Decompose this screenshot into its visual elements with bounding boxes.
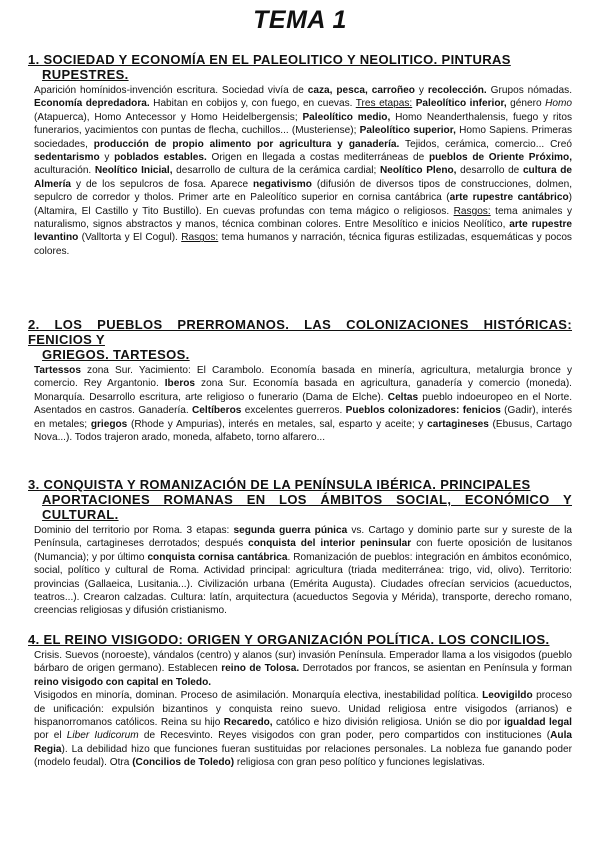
text-run: vs. Cartago y dominio parte sur y sureste de la Península, cartagineses derrotados; después [34, 525, 572, 550]
section-heading [28, 477, 572, 522]
text-run: zona Sur. Economía basada en agricultura, ganadería y comercio (moneda). Monarquía. Desarrollo escritura, arte religioso o funerario (Dama de Elche). [34, 378, 572, 403]
italic-text: Liber Iudicorum [66, 730, 139, 742]
section-2 [28, 317, 573, 444]
heading-number: 4. [28, 632, 40, 647]
text-run: (Gadir), interés en metales; [34, 405, 572, 430]
text-run: de Recesvinto. Reyes visigodos con gran poder, pero compartidos con instituciones ( [138, 730, 551, 742]
text-run: . Romanización de pueblos: integración en ámbitos económico, social, político y cultural de Roma. Actividad principal: agricultura (triada mediterránea: trigo, vid, olivo). Territorio: provincias (Gallaeica, Lusitania...). Civilización urbana (Emérita Augusta). Ciudades ofrecían servicios (acueductos, teatros...). Crearon calzadas. Cultura: latín, arquitectura (acueductos Segovia y Mérida), transporte, derecho romano, creencias religiosas y difusión cristianismo. [34, 551, 572, 617]
underlined-text: Rasgos: [453, 205, 491, 217]
bold-text: arte rupestre levantino [34, 219, 573, 244]
heading-number: 2. [28, 317, 40, 332]
bold-text: segunda guerra púnica [233, 525, 348, 536]
bold-text: Neolítico Inicial, [94, 165, 173, 177]
bold-text: cartagineses [427, 418, 489, 430]
section-heading [28, 632, 572, 647]
bold-text: Neolítico Pleno, [379, 165, 457, 177]
text-run: Tejidos, cerámica, comercio... Creó [399, 138, 572, 150]
heading-text: LOS PUEBLOS PRERROMANOS. LAS COLONIZACIONES HISTÓRICAS: FENICIOS Y [28, 317, 573, 347]
text-run: aculturación. [34, 165, 95, 177]
bold-text: Paleolítico superior, [359, 125, 456, 137]
underlined-text: Rasgos: [181, 232, 219, 244]
text-run: zona Sur. Yacimiento: El Carambolo. Economía basada en minería, agricultura, metalurgia bronce y comercio. Rey Argantonio. [34, 365, 572, 390]
heading-number: 3. [28, 477, 40, 492]
bold-text: Leovigildo [482, 690, 533, 702]
text-run: Derrotados por francos, se asientan en Península y forman [299, 663, 573, 675]
page-title: TEMA 1 [253, 6, 347, 34]
heading-text-continued: RUPESTRES. [42, 67, 129, 82]
text-run: Visigodos en minoría, dominan. Proceso de asimilación. Monarquía electiva, inestabilidad política. [34, 690, 483, 702]
text-run: Habitan en cobijos y, con fuego, en cuevas. [149, 98, 356, 110]
text-run: excelentes guerreros. [241, 405, 346, 417]
text-run: Grupos nómadas. [486, 85, 573, 96]
bold-text: sedentarismo [34, 152, 100, 164]
bold-text: Iberos [164, 378, 196, 390]
text-run: ). La debilidad hizo que funciones fueran sustituidas por relaciones personales. La nobleza fue ganando poder (modelo feudal). Otra [34, 743, 572, 769]
bold-text: Pueblos colonizadores: fenicios [345, 405, 501, 417]
text-run: (Atapuerca), Homo Antecessor y Homo Heidelbergensis; [34, 111, 303, 123]
bold-text: reino de Tolosa. [221, 663, 300, 675]
text-run: (Rhode y Ampurias), interés en metales, sal, esparto y aceite; y [127, 418, 428, 430]
heading-text-continued: GRIEGOS. TARTESOS. [42, 347, 190, 362]
bold-text: pueblos de Oriente Próximo, [428, 152, 572, 164]
text-run: (difusión de diversos tipos de construcciones, dolmen, sepulcro de corredor y tholos. Primer arte en Paleolítico superior en cornisa cantábrica ( [34, 178, 572, 204]
bold-text: griegos [90, 418, 128, 430]
section-body [34, 364, 572, 444]
section-heading [28, 52, 572, 82]
text-run: tema animales y naturalismo, signos abstractos y manos, técnica combinan colores. Entre Mesolítico e inicios Neolítico, [34, 205, 572, 231]
section-body [34, 84, 572, 258]
text-run: desarrollo de cultura de la cerámica cardial; [172, 165, 380, 177]
heading-text: CONQUISTA Y ROMANIZACIÓN DE LA PENÍNSULA IBÉRICA. PRINCIPALES [43, 477, 531, 492]
bold-text: Recaredo, [223, 717, 273, 729]
bold-text: poblados estables. [114, 152, 207, 164]
text-run: Homo Neanderthalensis, fuego y ritos funerarios, yacimientos con puntas de flecha, cuchillos... (Musteriense); [34, 111, 572, 137]
text-run: por el [34, 730, 67, 742]
section-3 [28, 477, 572, 618]
bold-text: Celtas [387, 391, 419, 403]
bold-text: igualdad legal [504, 717, 572, 729]
bold-text: Paleolítico medio, [302, 111, 391, 123]
text-run: tema humanos y narración, técnica figuras estilizadas, esquemáticas y pocos colores. [34, 232, 572, 257]
section-1 [28, 52, 573, 258]
bold-text: Paleolítico inferior, [415, 98, 507, 110]
section-4 [28, 632, 573, 770]
bold-text: Economía depredadora. [34, 98, 150, 110]
bold-text: conquista del interior peninsular [248, 538, 412, 550]
bold-text: caza, pesca, carroñeo [307, 85, 415, 96]
bold-text: producción de propio alimento por agricultura y ganadería. [93, 138, 400, 150]
bold-text: cultura de Almería [34, 165, 572, 190]
text-run: (Valltorta y El Cogul). [78, 232, 182, 244]
section-heading [28, 317, 572, 362]
text-run: (Ebusus, Cartago Nova...). Todos trajeron arado, moneda, alfabeto, torno alfarero... [34, 418, 572, 444]
text-run: proceso de unificación: expulsión bizantinos y conquista reino suevo. Unidad religiosa entre visigodos (arrianos) e hispanorromanos católicos. Reina su hijo [34, 690, 572, 729]
bold-text: Celtíberos [192, 405, 242, 417]
heading-text: SOCIEDAD Y ECONOMÍA EN EL PALEOLITICO Y NEOLITICO. PINTURAS [43, 52, 511, 67]
text-run: Crisis. Suevos (noroeste), vándalos (centro) y alanos (sur) invasión Península. Emperador llama a los visigodos (pueblo bárbaro de origen germano). Establecen [34, 650, 572, 675]
section-body [34, 649, 572, 770]
heading-number: 1. [28, 52, 40, 67]
text-run: católico e hizo división religiosa. Unión se dio por [272, 717, 505, 729]
bold-text: (Concilios de Toledo) [132, 757, 235, 769]
text-run: Homo Sapiens. Primeras sociedades, [34, 125, 573, 150]
text-run: religiosa con gran peso político y funciones legislativas. [234, 757, 485, 769]
text-run: pueblo indoeuropeo en el Norte. Asentados en castros. Ganadería. [34, 391, 573, 417]
text-run: y [414, 85, 428, 96]
bold-text: negativismo [253, 178, 312, 190]
bold-text: arte rupestre cantábrico [449, 192, 569, 204]
text-run: desarrollo de [456, 165, 523, 177]
heading-text: EL REINO VISIGODO: ORIGEN Y ORGANIZACIÓN POLÍTICA. LOS CONCILIOS. [43, 632, 550, 647]
bold-text: conquista cornisa cantábrica [147, 551, 288, 563]
text-run: género [506, 98, 546, 110]
text-run: Origen en llegada a costas mediterráneas de [206, 152, 429, 164]
bold-text: Aula Regia [34, 730, 572, 755]
text-run: con fuerte oposición de lusitanos (Numancia); y por último [34, 538, 572, 563]
text-run: ) (Altamira, El Castillo y Tito Bustillo). En cuevas profundas con tema mágico o religiosos. [34, 192, 572, 217]
bold-text: reino visigodo con capital en Toledo. [34, 676, 212, 688]
heading-text-continued: APORTACIONES ROMANAS EN LOS ÁMBITOS SOCIAL, ECONÓMICO Y CULTURAL. [42, 492, 572, 522]
text-run: Aparición homínidos-invención escritura. Sociedad vivía de [34, 85, 308, 96]
bold-text: recolección. [427, 85, 487, 96]
text-run: Dominio del territorio por Roma. 3 etapas: [34, 525, 234, 536]
section-body [34, 524, 572, 618]
text-run: y [99, 152, 115, 164]
bold-text: Tartessos [34, 365, 81, 376]
underlined-text: Tres etapas: [355, 98, 413, 110]
italic-text: Homo [545, 98, 573, 110]
text-run: y de los sepulcros de fosa. Aparece [71, 178, 254, 190]
